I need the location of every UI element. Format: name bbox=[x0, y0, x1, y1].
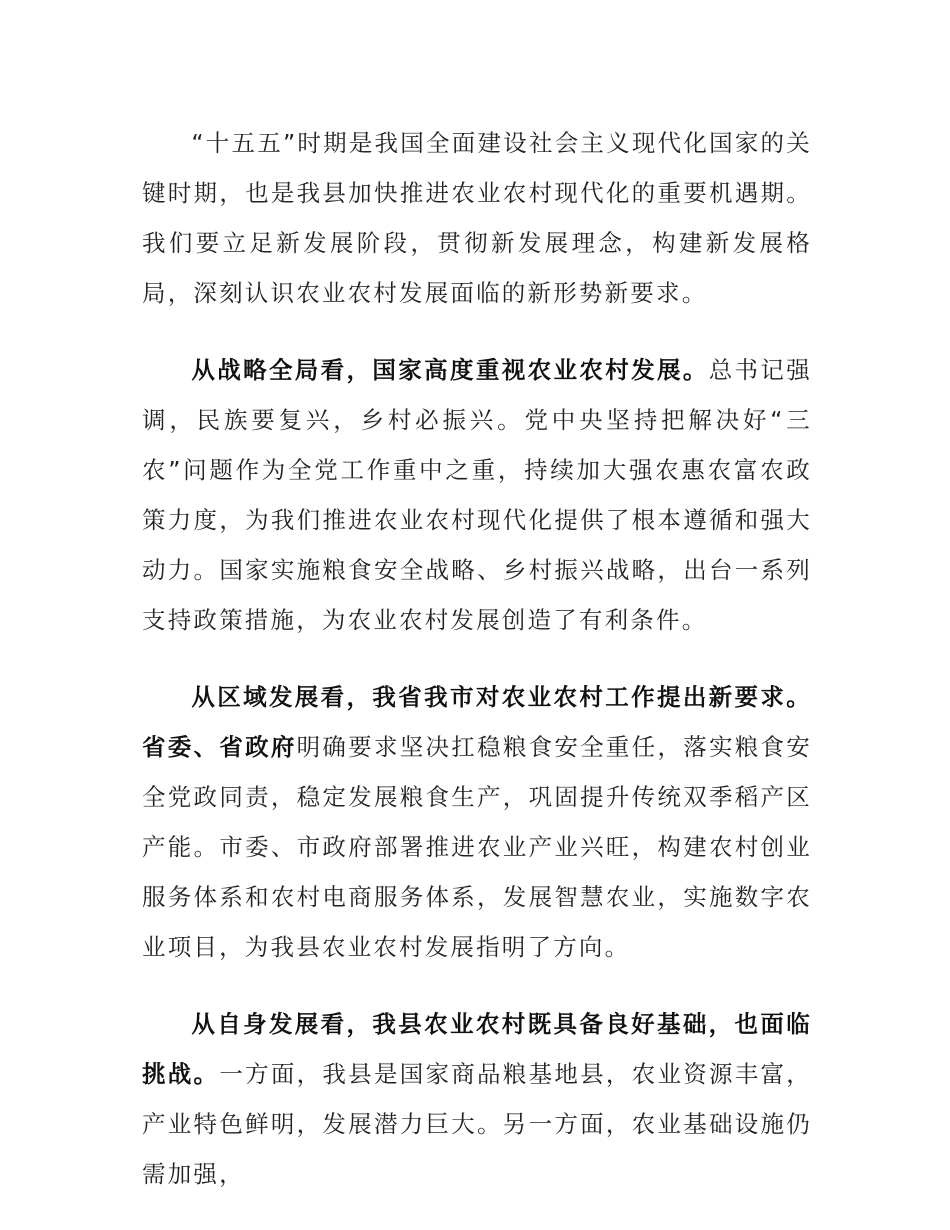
paragraph-self bbox=[142, 999, 812, 1199]
paragraph-text: 明确要求坚决扛稳粮食安全重任，落实粮食安全党政同责，稳定发展粮食生产，巩固提升传统双季稻产区产能。市委、市政府部署推进农业产业兴旺，构建农村创业服务体系和农村电商服务体系，发展智慧农业，实施数字农业项目，为我县农业农村发展指明了方向。 bbox=[142, 733, 813, 961]
paragraph-lead: 从区域发展看，我省我市对农业农村工作提出新要求。省委、省政府 bbox=[142, 683, 812, 761]
paragraph-lead: 从战略全局看，国家高度重视农业农村发展。 bbox=[191, 356, 709, 384]
paragraph-text: 一方面，我县是国家商品粮基地县，农业资源丰富，产业特色鲜明，发展潜力巨大。另一方面，农业基础设施仍需加强， bbox=[142, 1060, 812, 1188]
document-body bbox=[142, 118, 812, 1226]
paragraph-text: “十五五”时期是我国全面建设社会主义现代化国家的关键时期，也是我县加快推进农业农村现代化的重要机遇期。我们要立足新发展阶段，贯彻新发展理念，构建新发展格局，深刻认识农业农村发展面临的新形势新要求。 bbox=[142, 129, 812, 307]
paragraph-intro bbox=[142, 118, 812, 318]
paragraph-regional bbox=[142, 672, 812, 972]
paragraph-text: 总书记强调，民族要复兴，乡村必振兴。党中央坚持把解决好“三农”问题作为全党工作重中之重，持续加大强农惠农富农政策力度，为我们推进农业农村现代化提供了根本遵循和强大动力。国家实施粮食安全战略、乡村振兴战略，出台一系列支持政策措施，为农业农村发展创造了有利条件。 bbox=[142, 356, 812, 634]
paragraph-strategy bbox=[142, 345, 812, 645]
paragraph-lead: 从自身发展看，我县农业农村既具备良好基础，也面临挑战。 bbox=[142, 1010, 812, 1088]
